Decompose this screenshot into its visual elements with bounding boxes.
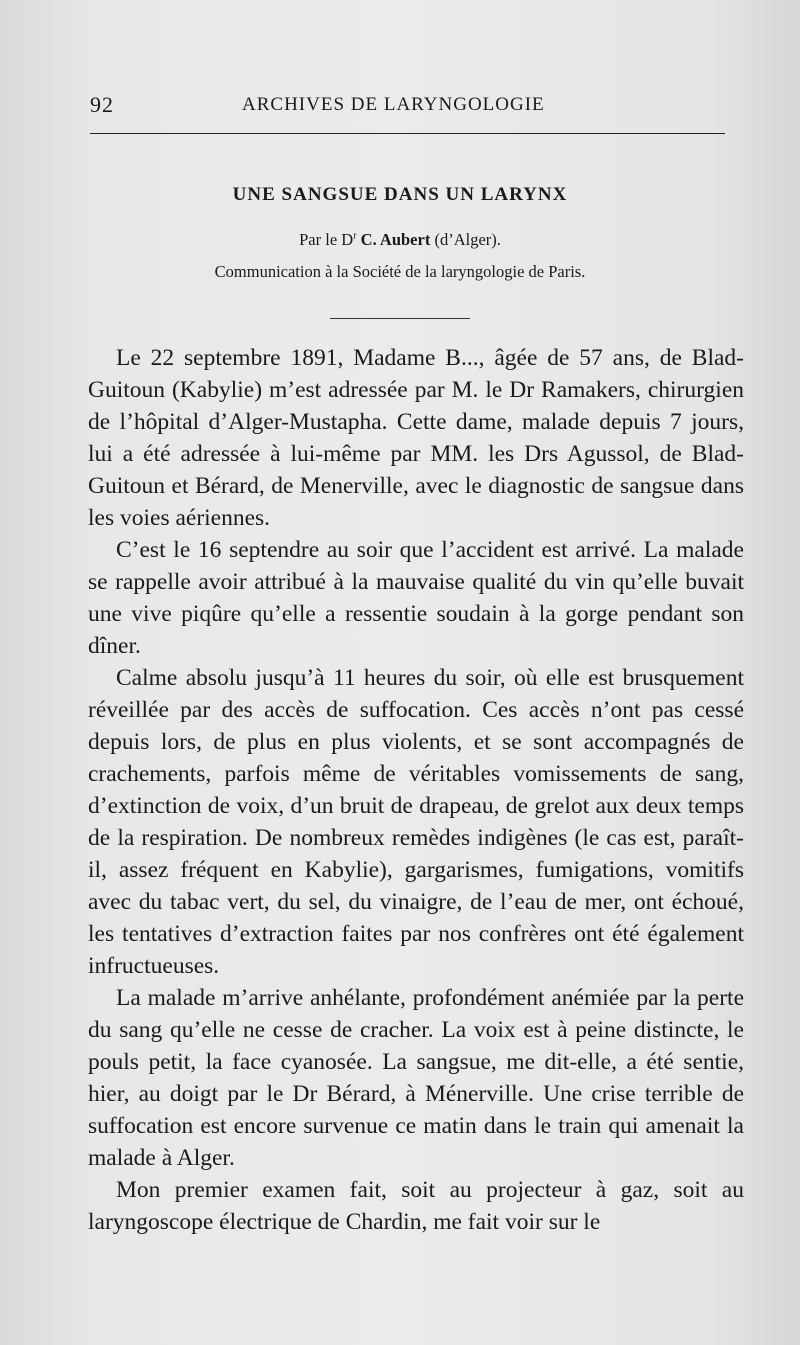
paragraph: Mon premier examen fait, soit au projecteur à gaz, soit au laryngoscope électrique de Chardin, me fait voir sur le bbox=[88, 1177, 744, 1235]
paragraph: Le 22 septembre 1891, Madame B..., âgée de 57 ans, de Blad-Guitoun (Kabylie) m’est adressée par M. le Dr Ramakers, chirurgien de l’hôpital d’Alger-Mustapha. Cette dame, malade depuis 7 jours, lui a été adressée à lui-même par MM. les Drs Agussol, de Blad-Guitoun et Bérard, de Menerville, avec le diagnostic de sangsue dans les voies aériennes. bbox=[88, 345, 744, 531]
article-title: UNE SANGSUE DANS UN LARYNX bbox=[232, 184, 568, 205]
byline-sup: r bbox=[353, 230, 357, 242]
header-rule bbox=[90, 133, 725, 134]
paragraph: La malade m’arrive anhélante, profondément anémiée par la perte du sang qu’elle ne cesse de cracher. La voix est à peine distincte, le pouls petit, la face cyanosée. La sangsue, me dit-elle, a été sentie, hier, au doigt par le Dr Bérard, à Ménerville. Une crise terrible de suffocation est encore survenue ce matin dans le train qui amenait la malade à Alger. bbox=[88, 985, 744, 1171]
paragraph: Calme absolu jusqu’à 11 heures du soir, où elle est brusquement réveillée par des accès de suffocation. Ces accès n’ont pas cessé depuis lors, de plus en plus violents, et se sont accompagnés de crachements, parfois même de véritables vomissements de sang, d’extinction de voix, d’un bruit de drapeau, de grelot aux deux temps de la respiration. De nombreux remèdes indigènes (le cas est, paraît-il, assez fréquent en Kabylie), gargarismes, fumigations, vomitifs avec du tabac vert, du sel, du vinaigre, de l’eau de mer, ont échoué, les tentatives d’extraction faites par nos confrères ont été également infructueuses. bbox=[88, 665, 744, 979]
author-place: (d’Alger). bbox=[434, 230, 501, 249]
running-head: ARCHIVES DE LARYNGOLOGIE bbox=[242, 94, 545, 115]
page-number: 92 bbox=[90, 92, 114, 117]
page-header bbox=[90, 92, 725, 122]
paragraph: C’est le 16 septendre au soir que l’accident est arrivé. La malade se rappelle avoir attribué à la mauvaise qualité du vin qu’elle buvait une vive piqûre qu’elle a ressentie soudain à la gorge pendant son dîner. bbox=[88, 537, 744, 659]
byline-prefix: Par le D bbox=[299, 230, 354, 249]
communication-line: Communication à la Société de la laryngologie de Paris. bbox=[214, 262, 586, 281]
byline bbox=[0, 230, 800, 250]
article-body bbox=[88, 342, 744, 1238]
section-rule bbox=[330, 318, 470, 319]
author-name: C. Aubert bbox=[360, 230, 431, 249]
